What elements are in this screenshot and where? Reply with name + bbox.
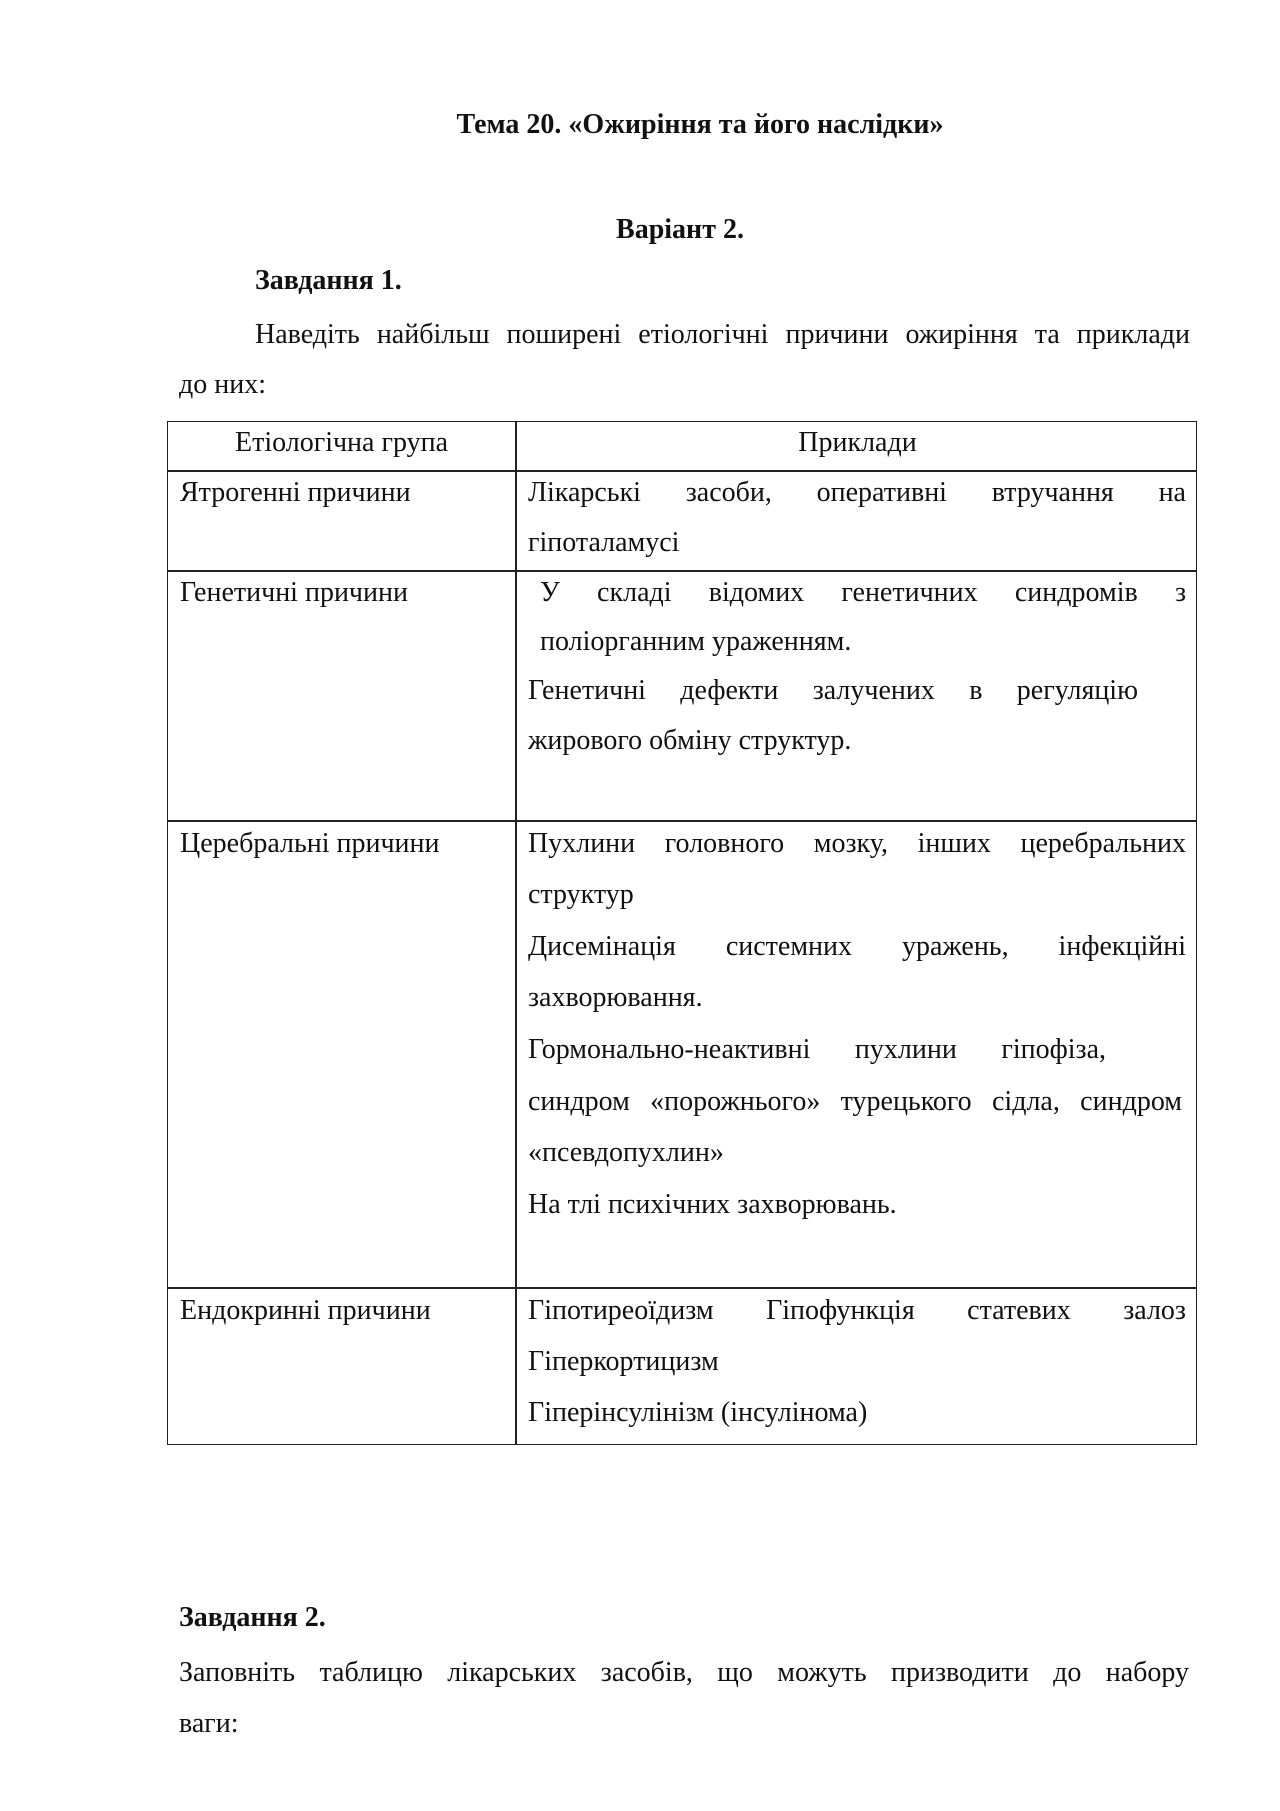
task2-intro-line2: ваги: [179,1708,239,1739]
table-row-divider [168,820,1196,822]
table-row-group-cell: Церебральні причини [180,828,440,859]
table-column-divider [515,422,517,1444]
table-row-example-line: На тлі психічних захворювань. [528,1189,897,1220]
table-row-example-line: Гіпотиреоїдизм Гіпофункція статевих залоз [528,1295,1186,1326]
task1-title: Завдання 1. [255,265,402,296]
table-row-example-line: синдром «порожнього» турецького сідла, синдром [528,1086,1182,1117]
table-row-example-line: гіпоталамусі [528,527,680,558]
task1-intro-line1: Наведіть найбільш поширені етіологічні причини ожиріння та приклади [255,319,1190,350]
table-row-group-cell: Ятрогенні причини [180,477,411,508]
table-row-example-line: Генетичні дефекти залучених в регуляцію [528,675,1138,706]
table-row-example-line: поліорганним ураженням. [540,626,852,657]
table-row-example-line: структур [528,879,634,910]
table-row-example-line: Гормонально-неактивні пухлини гіпофіза, [528,1034,1106,1065]
table-row-example-line: Пухлини головного мозку, інших церебральних [528,828,1186,859]
table-header-examples: Приклади [798,427,917,458]
task2-intro-line1: Заповніть таблицю лікарських засобів, що можуть призводити до набору [179,1657,1189,1688]
table-header-group: Етіологічна група [234,427,448,458]
table-row-example-line: Лікарські засоби, оперативні втручання на [528,477,1186,508]
table-row-example-line: Гіперкортицизм [528,1346,719,1377]
table-row-example-line: Гіперінсулінізм (інсулінома) [528,1397,868,1428]
table-row-group-cell: Ендокринні причини [180,1295,431,1326]
table-row-divider [168,470,1196,472]
table-row-example-line: У складі відомих генетичних синдромів з [540,577,1186,608]
etiology-table [167,421,1197,1445]
table-row-group-cell: Генетичні причини [180,577,408,608]
table-row-example-line: Дисемінація системних уражень, інфекційні [528,931,1186,962]
table-row-divider [168,1287,1196,1289]
table-row-divider [168,570,1196,572]
table-row-example-line: жирового обміну структур. [528,725,852,756]
variant-title: Варіант 2. [616,214,744,245]
task2-title: Завдання 2. [179,1602,326,1633]
table-row-example-line: «псевдопухлин» [528,1137,724,1168]
task1-intro-line2: до них: [179,369,266,400]
topic-title: Тема 20. «Ожиріння та його наслідки» [456,109,944,140]
table-row-example-line: захворювання. [528,982,703,1013]
